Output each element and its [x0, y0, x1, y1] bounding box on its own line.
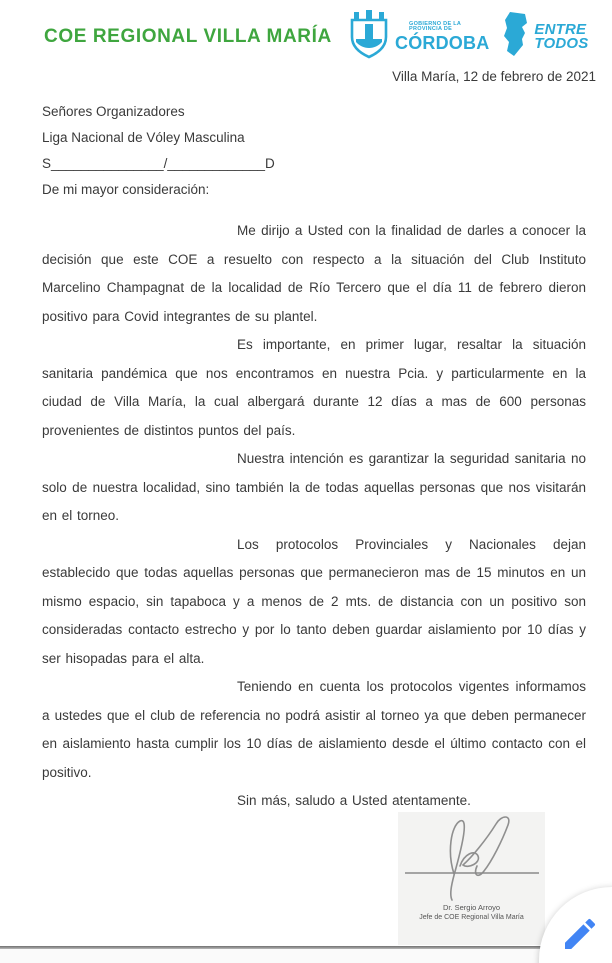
paragraph-3: Nuestra intención es garantizar la seguridad sanitaria no solo de nuestra localidad, sino también la de todas aquellas personas que nos visitarán en el torneo. [42, 451, 586, 523]
entre-todos-logo [501, 11, 588, 62]
paragraph-1: Me dirijo a Usted con la finalidad de darles a conocer la decisión que este COE a resuelto con respecto a la situación del Club Instituto Marcelino Champagnat de la localidad de Río Tercero que el día 11 de febrero dieron positivo para Covid integrantes de su plantel. [42, 223, 586, 324]
paragraph-4: Los protocolos Provinciales y Nacionales dejan establecido que todas aquellas personas que permanecieron mas de 15 minutos en un mismo espacio, sin tapaboca y a menos de 2 mts. de distancia con un positivo son consideradas contacto estrecho y por lo tanto deben guardar aislamiento por 10 días y ser hisopadas para el alta. [42, 536, 586, 666]
recipient-block [42, 99, 275, 203]
recipient-line-organizers: Señores Organizadores [42, 104, 185, 119]
letter-date: Villa María, 12 de febrero de 2021 [392, 69, 596, 84]
cordoba-logo-text [395, 22, 489, 52]
entre-todos-text [534, 20, 589, 52]
cordoba-government-logo [348, 9, 489, 64]
recipient-line-league: Liga Nacional de Vóley Masculina [42, 130, 245, 145]
cordoba-wordmark: CÓRDOBA [395, 32, 490, 53]
signer-role: Jefe de COE Regional Villa María [419, 914, 524, 921]
gobierno-small-text-line1: GOBIERNO DE LA [409, 20, 462, 27]
paragraph-5: Teniendo en cuenta los protocolos vigentes informamos a ustedes que el club de referencia no podrá asistir al torneo ya que deben permanecer en aislamiento hasta cumplir los 10 días de aislamiento desde el último contacto con el positivo. [42, 679, 586, 780]
handwritten-signature [398, 812, 545, 902]
header-logos [348, 9, 588, 64]
closing-line: Sin más, saludo a Usted atentamente. [237, 793, 471, 808]
gobierno-small-text-line2: PROVINCIA DE [409, 26, 453, 32]
below-divider-area [0, 949, 612, 963]
cordoba-province-icon [501, 11, 529, 62]
cordoba-crest-icon [348, 9, 390, 64]
paragraph-2: Es importante, en primer lugar, resaltar la situación sanitaria pandémica que nos encontramos en nuestra Pcia. y particularmente en la ciudad de Villa María, la cual albergará durante 12 días a mas de 600 personas provenientes de distintos puntos del país. [42, 337, 586, 438]
pencil-edit-icon[interactable] [560, 914, 600, 954]
letter-title: COE REGIONAL VILLA MARÍA [44, 26, 332, 47]
salutation-line: De mi mayor consideración: [42, 182, 210, 197]
recipient-sd-line: S_______________/_____________D [42, 156, 275, 171]
signer-name: Dr. Sergio Arroyo [442, 903, 501, 912]
letter-body [42, 217, 586, 816]
signature-block [398, 812, 545, 945]
entre-todos-line1: ENTRE [534, 20, 587, 38]
entre-todos-line2: TODOS [534, 34, 589, 52]
